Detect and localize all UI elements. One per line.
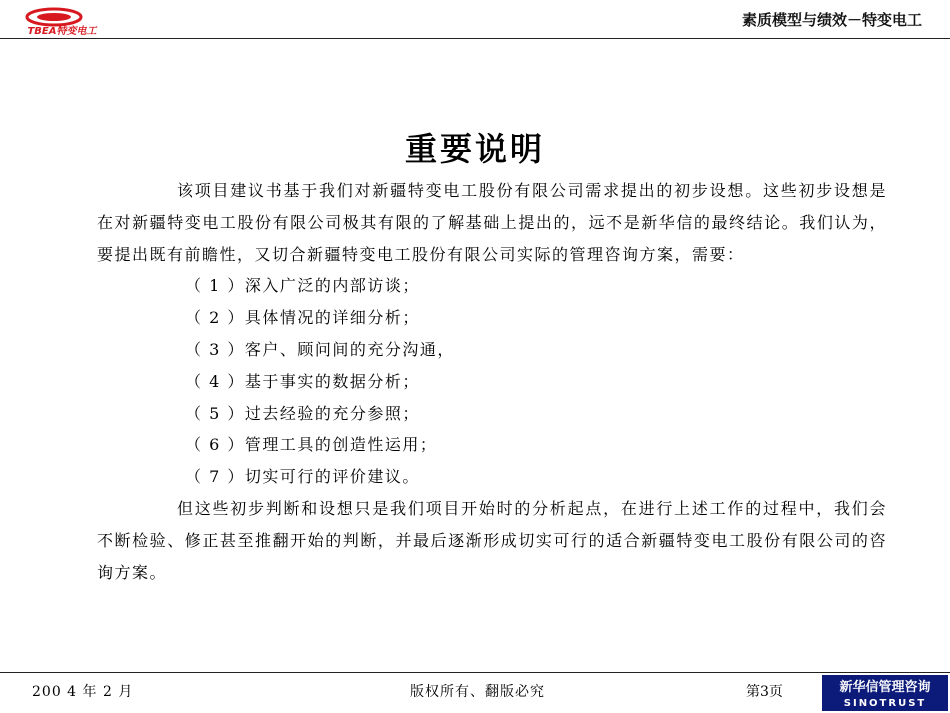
list-item: （ 4 ）基于事实的数据分析；	[185, 371, 420, 391]
page-number: 第3页	[746, 684, 783, 700]
list-item: （ 7 ）切实可行的评价建议。	[185, 467, 420, 487]
header-bar	[0, 0, 950, 40]
requirements-list	[97, 270, 887, 493]
tbea-logo	[12, 6, 112, 36]
footer-copyright: 版权所有、翻版必究	[410, 684, 545, 700]
list-item: （ 1 ）深入广泛的内部访谈；	[185, 276, 420, 296]
page-title: 重要说明	[404, 130, 545, 169]
svg-text:SINOTRUST: SINOTRUST	[843, 698, 927, 709]
header-title: 素质模型与绩效－特变电工	[741, 11, 922, 29]
conclusion-paragraph: 但这些初步判断和设想只是我们项目开始时的分析起点，在进行上述工作的过程中，我们会不断检验、修正甚至推翻开始的判断，并最后逐渐形成切实可行的适合新疆特变电工股份有限公司的咨询方案。	[97, 498, 887, 582]
footer-date: 200 4 年 2 月	[32, 684, 134, 700]
svg-text:TBEA特变电工: TBEA特变电工	[27, 26, 97, 36]
intro-paragraph: 该项目建议书基于我们对新疆特变电工股份有限公司需求提出的初步设想。这些初步设想是在对新疆特变电工股份有限公司极其有限的了解基础上提出的，远不是新华信的最终结论。我们认为，要提出既有前瞻性，又切合新疆特变电工股份有限公司实际的管理咨询方案，需要：	[97, 181, 887, 264]
header-divider	[0, 38, 950, 39]
footer-divider	[0, 672, 950, 673]
svg-text:新华信管理咨询: 新华信管理咨询	[839, 680, 931, 695]
sinotrust-logo	[822, 675, 948, 711]
list-item: （ 5 ）过去经验的充分参照；	[185, 403, 420, 423]
list-item: （ 2 ）具体情况的详细分析；	[185, 308, 420, 328]
list-item: （ 6 ）管理工具的创造性运用；	[185, 435, 438, 455]
document-body	[97, 175, 887, 588]
list-item: （ 3 ）客户、顾问间的充分沟通，	[185, 339, 455, 359]
